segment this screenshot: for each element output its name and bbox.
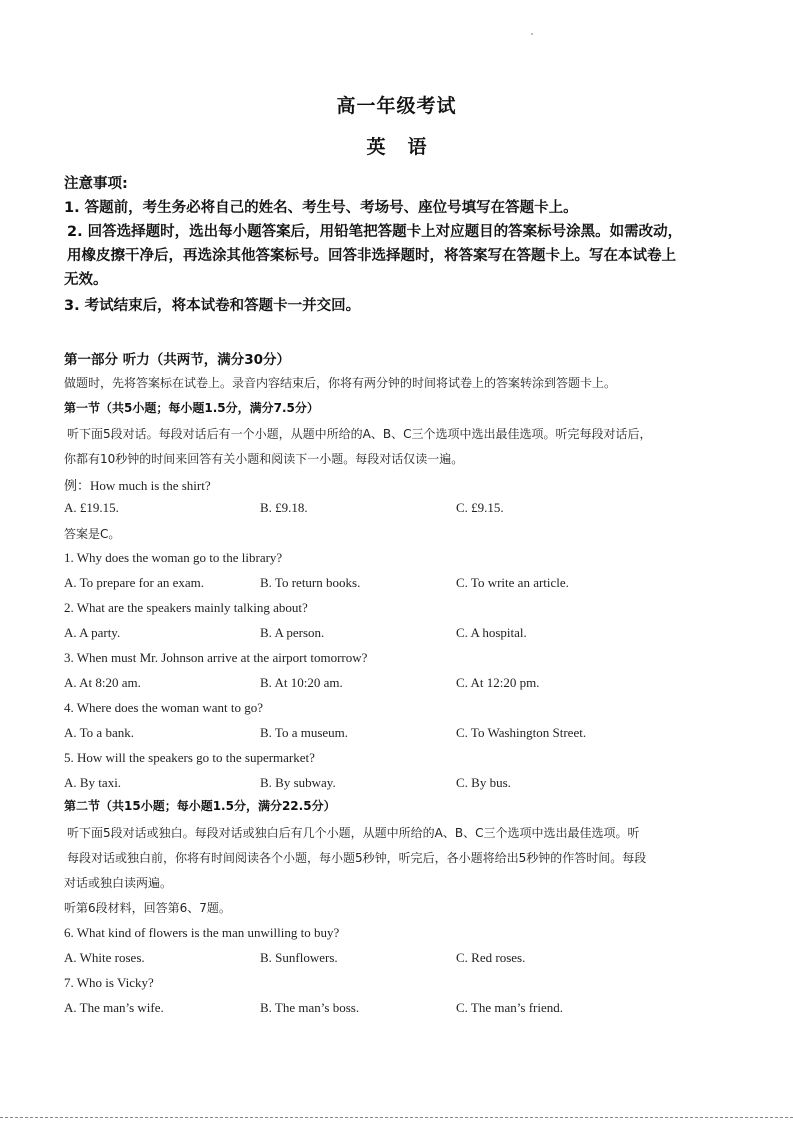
question-6: 6. What kind of flowers is the man unwilling to buy? (64, 925, 340, 940)
notice-heading: 注意事项: (64, 176, 128, 192)
q4-option-a: A. To a bank. (64, 725, 134, 740)
q3-option-c: C. At 12:20 pm. (456, 675, 540, 690)
q5-option-a: A. By taxi. (64, 775, 122, 790)
q4-option-b: B. To a museum. (260, 725, 349, 740)
question-7: 7. Who is Vicky? (64, 975, 154, 990)
scan-speck (531, 33, 533, 35)
example-question: 例：How much is the shirt? (64, 478, 211, 493)
q6-option-b: B. Sunflowers. (260, 950, 338, 965)
question-3: 3. When must Mr. Johnson arrive at the airport tomorrow? (64, 650, 368, 665)
notice-item: 1. 答题前，考生务必将自己的姓名、考生号、考场号、座位号填写在答题卡上。 (64, 200, 578, 216)
exam-title: 高一年级考试 (336, 95, 457, 117)
example-answer: 答案是C。 (64, 527, 121, 541)
notice-item: 用橡皮擦干净后，再选涂其他答案标号。回答非选择题时，将答案写在答题卡上。写在本试卷上 (67, 248, 676, 264)
q1-option-c: C. To write an article. (456, 575, 569, 590)
q7-option-a: A. The man’s wife. (64, 1000, 164, 1015)
q7-option-c: C. The man’s friend. (456, 1000, 563, 1015)
q2-option-a: A. A party. (64, 625, 121, 640)
section2-instruction: 对话或独白读两遍。 (64, 876, 173, 890)
q2-option-c: C. A hospital. (456, 625, 527, 640)
section2-instruction: 每段对话或独白前，你将有时间阅读各个小题，每小题5秒钟，听完后，各小题将给出5秒钟的作答时间。每段 (67, 851, 647, 865)
section2-heading: 第二节（共15小题；每小题1.5分，满分22.5分） (64, 799, 336, 813)
example-option-b: B. £9.18. (260, 500, 308, 515)
q5-option-c: C. By bus. (456, 775, 511, 790)
section1-instruction: 你都有10秒钟的时间来回答有关小题和阅读下一小题。每段对话仅读一遍。 (64, 452, 464, 466)
q4-option-c: C. To Washington Street. (456, 725, 587, 740)
notice-item: 无效。 (64, 272, 108, 288)
subject-title: 英语 (366, 136, 449, 158)
q1-option-b: B. To return books. (260, 575, 361, 590)
q6-option-a: A. White roses. (64, 950, 145, 965)
question-2: 2. What are the speakers mainly talking about? (64, 600, 308, 615)
section1-heading: 第一节（共5小题；每小题1.5分，满分7.5分） (64, 401, 319, 415)
q3-option-b: B. At 10:20 am. (260, 675, 343, 690)
example-option-c: C. £9.15. (456, 500, 504, 515)
q2-option-b: B. A person. (260, 625, 325, 640)
example-option-a: A. £19.15. (64, 500, 119, 515)
q7-option-b: B. The man’s boss. (260, 1000, 360, 1015)
part1-heading: 第一部分 听力（共两节，满分30分） (64, 352, 290, 368)
q1-option-a: A. To prepare for an exam. (64, 575, 204, 590)
part1-instruction: 做题时，先将答案标在试卷上。录音内容结束后，你将有两分钟的时间将试卷上的答案转涂到答题卡上。 (64, 376, 617, 390)
q3-option-a: A. At 8:20 am. (64, 675, 141, 690)
notice-item: 2. 回答选择题时，选出每小题答案后，用铅笔把答题卡上对应题目的答案标号涂黑。如需改动， (67, 224, 683, 240)
page-bottom-divider (0, 1117, 793, 1118)
question-5: 5. How will the speakers go to the supermarket? (64, 750, 315, 765)
question-1: 1. Why does the woman go to the library? (64, 550, 283, 565)
notice-item: 3. 考试结束后，将本试卷和答题卡一并交回。 (64, 298, 361, 314)
section2-material: 听第6段材料，回答第6、7题。 (64, 901, 231, 915)
section1-instruction: 听下面5段对话。每段对话后有一个小题，从题中所给的A、B、C三个选项中选出最佳选项。听完每段对话后， (67, 427, 652, 441)
q5-option-b: B. By subway. (260, 775, 336, 790)
q6-option-c: C. Red roses. (456, 950, 526, 965)
section2-instruction: 听下面5段对话或独白。每段对话或独白后有几个小题，从题中所给的A、B、C三个选项中选出最佳选项。听 (67, 826, 640, 840)
question-4: 4. Where does the woman want to go? (64, 700, 264, 715)
